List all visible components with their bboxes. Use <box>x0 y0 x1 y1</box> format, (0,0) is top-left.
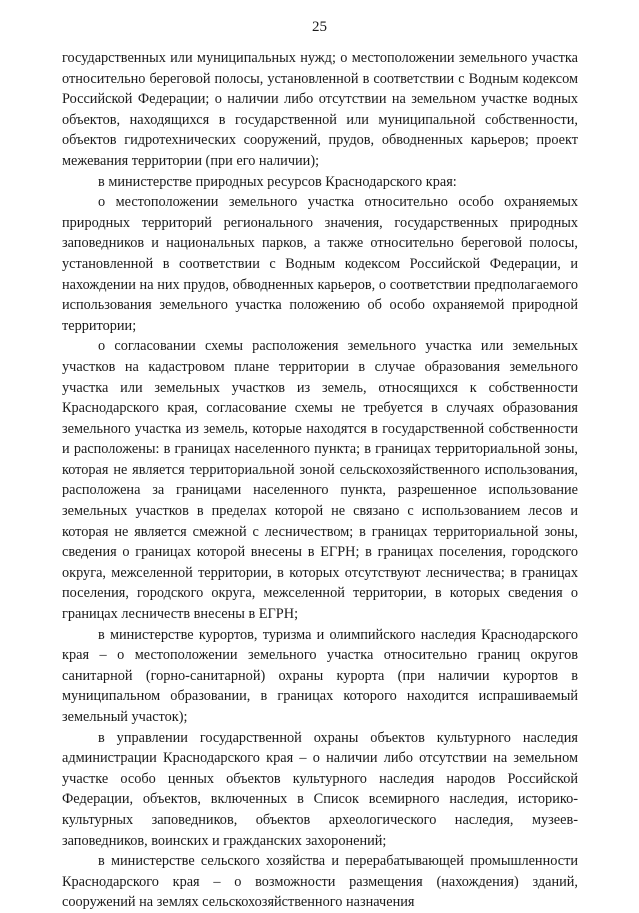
paragraph-2: в министерстве природных ресурсов Краснодарского края: <box>98 173 457 190</box>
paragraph-7: в министерстве сельского хозяйства и перерабатывающей промышленности Краснодарского края – о возможности размещения (нахождения) зданий, сооружений на землях сельскохозяйственного назначения <box>62 853 578 911</box>
document-body <box>62 48 578 913</box>
paragraph-3: о местоположении земельного участка относительно особо охраняемых природных территорий регионального значения, государственных природных заповедников и национальных парков, а также относительно береговой полосы, установленной в соответствии с Водным кодексом Российской Федерации, и нахождении на них прудов, обводненных карьеров, о соответствии предполагаемого использования земельного участка положению об особо охраняемой природной территории; <box>62 194 578 334</box>
page-number: 25 <box>312 19 327 35</box>
paragraph-4: о согласовании схемы расположения земельного участка или земельных участков на кадастровом плане территории в случае образования земельного участка или земельных участков из земель, относящихся к собственности Краснодарского края, согласование схемы не требуется в случаях образования земельного участка из земель, которые находятся в государственной собственности и расположены: в границах населенного пункта; в границах территориальной зоны, которая не является территориальной зоной сельскохозяйственного использования, расположена за границами населенного пункта, разрешенное использование земельных участков в пределах которой не связано с использованием лесов и которая не является смежной с лесничеством; в границах территориальной зоны, сведения о границах которой внесены в ЕГРН; в границах поселения, городского округа, межселенной территории, в которых отсутствуют лесничества; в границах поселения, городского округа, межселенной территории, в которых сведения о границах лесничеств внесены в ЕГРН; <box>62 338 578 623</box>
paragraph-6: в управлении государственной охраны объектов культурного наследия администрации Краснодарского края – о наличии либо отсутствии на земельном участке особо ценных объектов культурного наследия народов Российской Федерации, объектов, включенных в Список всемирного наследия, историко-культурных заповедников, объектов археологического наследия, музеев-заповедников, воинских и гражданских захоронений; <box>62 729 578 849</box>
paragraph-5: в министерстве курортов, туризма и олимпийского наследия Краснодарского края – о местоположении земельного участка относительно границ округов санитарной (горно-санитарной) охраны курорта (при наличии курортов в муниципальном образовании, в границах которого находится испрашиваемый земельный участок); <box>62 626 578 725</box>
paragraph-1: государственных или муниципальных нужд; о местоположении земельного участка относительно береговой полосы, установленной в соответствии с Водным кодексом Российской Федерации; о наличии либо отсутствии на земельном участке водных объектов, находящихся в государственной или муниципальной собственности, объектов гидротехнических сооружений, прудов, обводненных карьеров; проект межевания территории (при его наличии); <box>62 50 578 169</box>
